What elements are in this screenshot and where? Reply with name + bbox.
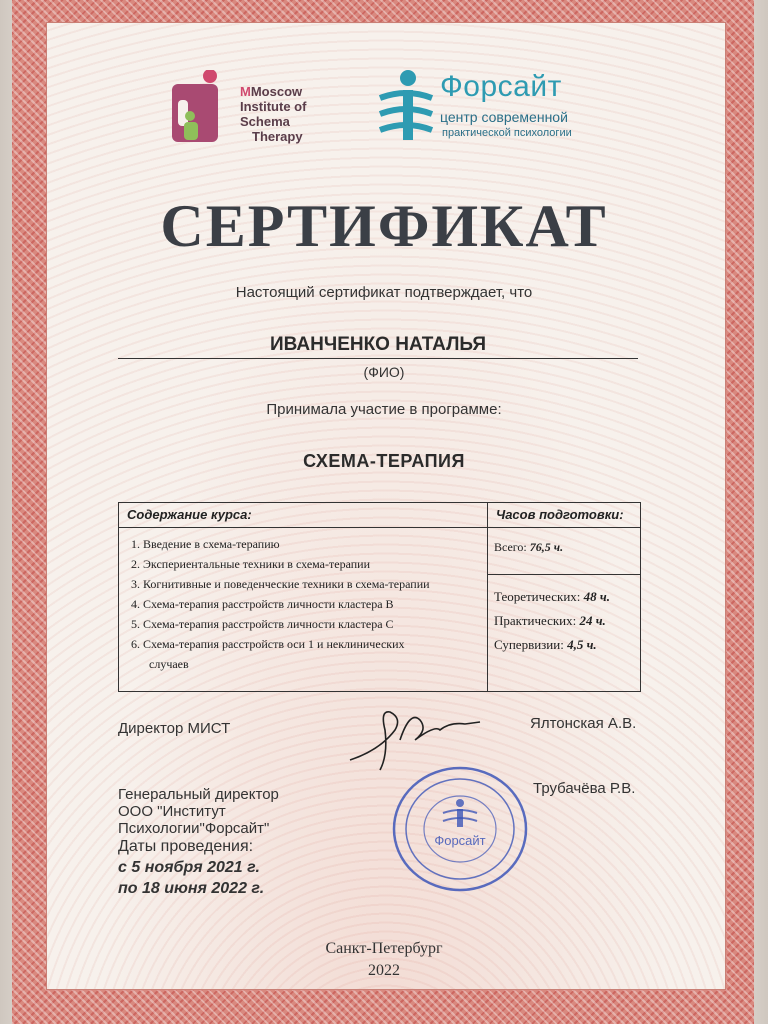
hours-cell [488, 528, 641, 692]
city-and-year: Санкт-Петербург 2022 [325, 940, 443, 979]
forsait-subtitle-2: практической психологии [442, 127, 572, 139]
course-table [118, 502, 641, 692]
list-item: 6. Схема-терапия расстройств оси 1 и неклинических [131, 637, 405, 651]
mist-logo-text: MMoscow Institute of Schema Therapy [240, 84, 307, 144]
list-item: 3. Когнитивные и поведенческие техники в схема-терапии [131, 577, 430, 591]
forsait-title: Форсайт [440, 70, 562, 103]
hours-breakdown: Теоретических: 48 ч. Практических: 24 ч. Супервизии: 4,5 ч. [494, 589, 610, 652]
director-label: Директор МИСТ [118, 720, 231, 737]
certificate-title: СЕРТИФИКАТ [160, 193, 608, 259]
column-header-hours: Часов подготовки: [488, 503, 641, 528]
recipient-name: ИВАНЧЕНКО НАТАЛЬЯ [118, 334, 638, 359]
list-item: 4. Схема-терапия расстройств личности кластера В [131, 597, 394, 611]
mist-logo-icon [172, 70, 232, 144]
list-item-continuation: случаев [149, 657, 189, 671]
list-item: 2. Экспериентальные техники в схема-терапии [131, 557, 370, 571]
confirms-text: Настоящий сертификат подтверждает, что [235, 284, 533, 301]
recipient-caption: (ФИО) [363, 364, 405, 380]
director-name: Ялтонская А.В. [530, 715, 637, 732]
hours-total: Всего: 76,5 ч. [488, 528, 640, 575]
stamp-icon [391, 765, 529, 893]
program-name: СХЕМА-ТЕРАПИЯ [303, 451, 465, 471]
forsait-logo-icon [378, 70, 434, 144]
general-director-label: Генеральный директор ООО "Институт Психологии"Форсайт" [118, 786, 279, 837]
forsait-subtitle: центр современной [440, 109, 568, 125]
stamp-text: Форсайт [434, 833, 486, 848]
course-items [119, 528, 488, 692]
list-item: 5. Схема-терапия расстройств личности кластера С [131, 617, 394, 631]
list-item: 1. Введение в схема-терапию [131, 537, 280, 551]
dates-block: Даты проведения: с 5 ноября 2021 г. по 18 июня 2022 г. [118, 838, 265, 897]
took-part-text: Принимала участие в программе: [266, 401, 502, 418]
general-director-name: Трубачёва Р.В. [533, 780, 636, 797]
column-header-content: Содержание курса: [119, 503, 488, 528]
